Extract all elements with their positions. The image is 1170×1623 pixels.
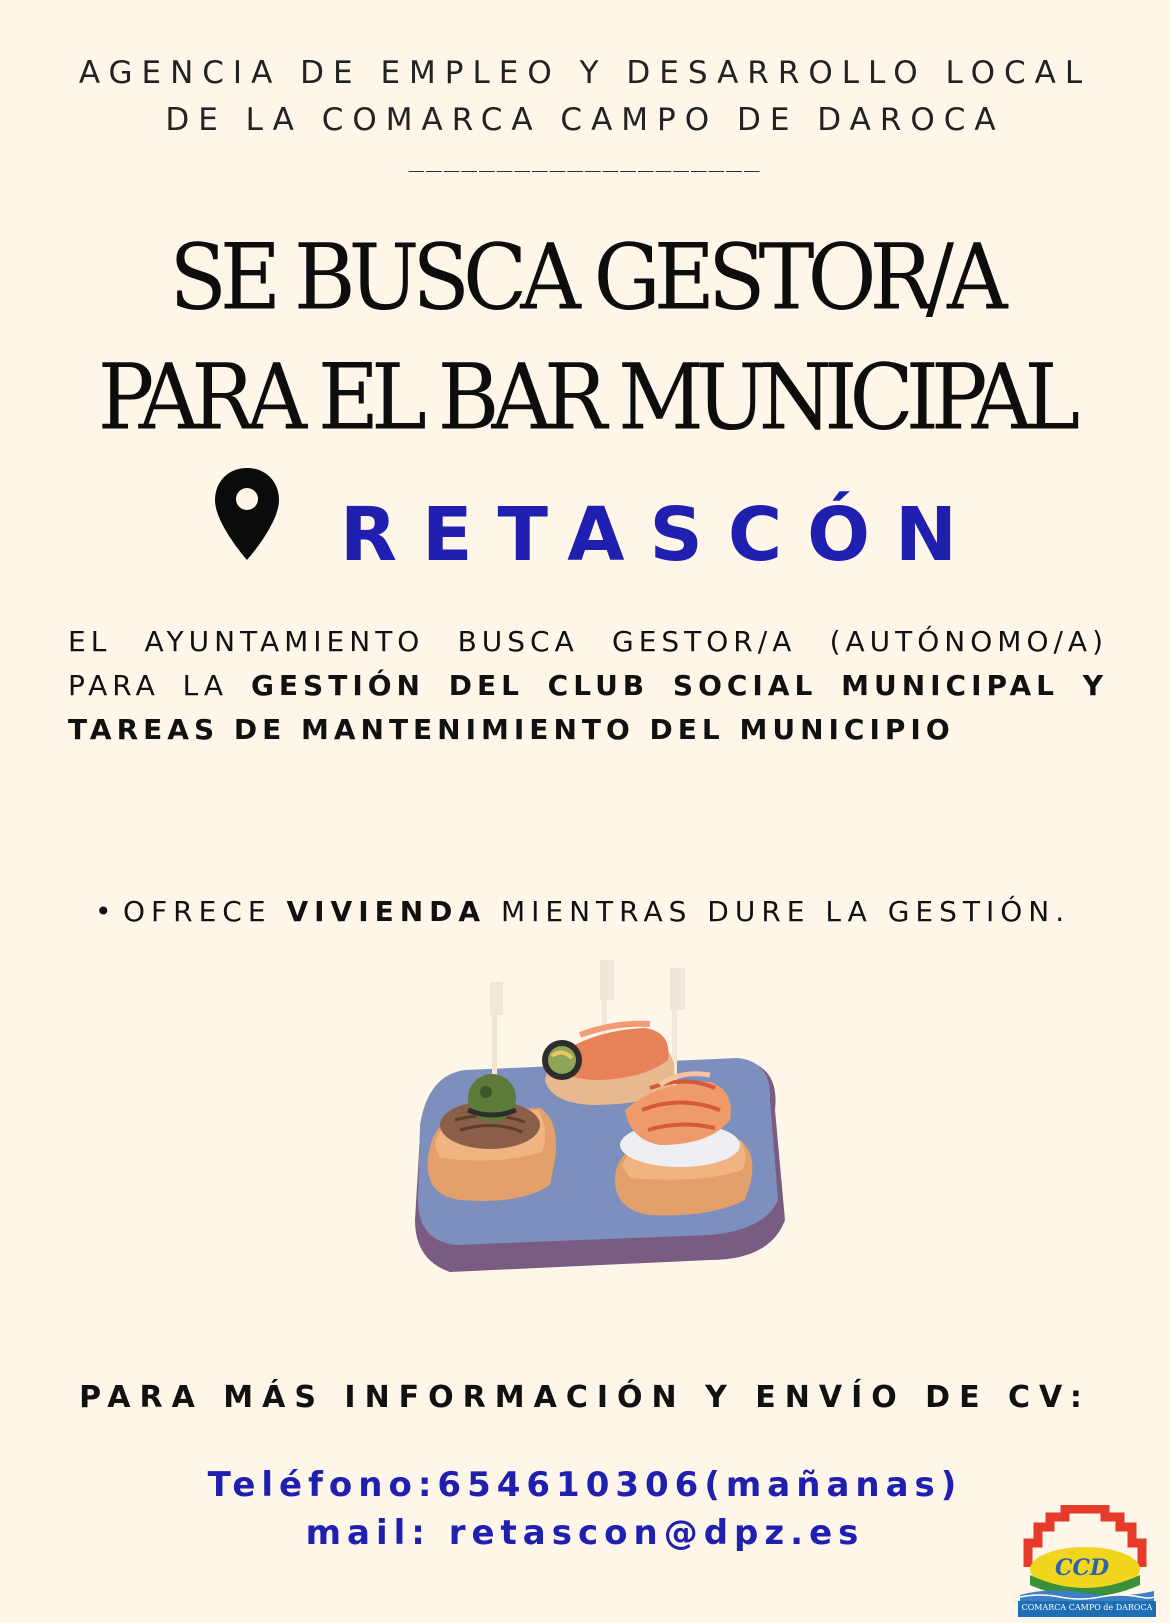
header-divider: ____________________ bbox=[408, 143, 762, 173]
bullet-dot: • bbox=[95, 895, 118, 928]
logo-caption: COMARCA CAMPO de DAROCA bbox=[1021, 1603, 1153, 1612]
offer-text bbox=[123, 890, 1108, 934]
headline-line-1: SE BUSCA GESTOR/A bbox=[169, 224, 1001, 330]
headline-line-2: PARA EL BAR MUNICIPAL bbox=[97, 344, 1073, 450]
offer-suffix: MIENTRAS DURE LA GESTIÓN. bbox=[486, 895, 1071, 928]
map-pin-icon bbox=[212, 466, 282, 562]
agency-line-2: DE LA COMARCA CAMPO DE DAROCA bbox=[165, 102, 1005, 138]
job-description bbox=[68, 620, 1108, 752]
offer-bullet bbox=[95, 890, 1108, 934]
comarca-logo bbox=[1010, 1505, 1160, 1617]
agency-line-1: AGENCIA DE EMPLEO Y DESARROLLO LOCAL bbox=[78, 55, 1092, 91]
town-name: RETASCÓN bbox=[340, 492, 982, 578]
phone-text: Teléfono:654610306(mañanas) bbox=[207, 1465, 963, 1505]
tapas-plate-illustration bbox=[410, 960, 810, 1310]
description-intro: EL AYUNTAMIENTO BUSCA GESTOR/A (AUTÓNOMO/A) PARA LA bbox=[68, 625, 1108, 702]
agency-header bbox=[0, 50, 1170, 144]
mail-text: mail: retascon@dpz.es bbox=[305, 1513, 865, 1553]
info-heading: PARA MÁS INFORMACIÓN Y ENVÍO DE CV: bbox=[79, 1380, 1091, 1415]
offer-highlight: VIVIENDA bbox=[286, 895, 487, 928]
offer-prefix: OFRECE bbox=[123, 895, 287, 928]
logo-initials: CCD bbox=[1055, 1555, 1110, 1581]
description-highlight: GESTIÓN DEL CLUB SOCIAL MUNICIPAL Y TAREAS DE MANTENIMIENTO DEL MUNICIPIO bbox=[68, 669, 1109, 746]
